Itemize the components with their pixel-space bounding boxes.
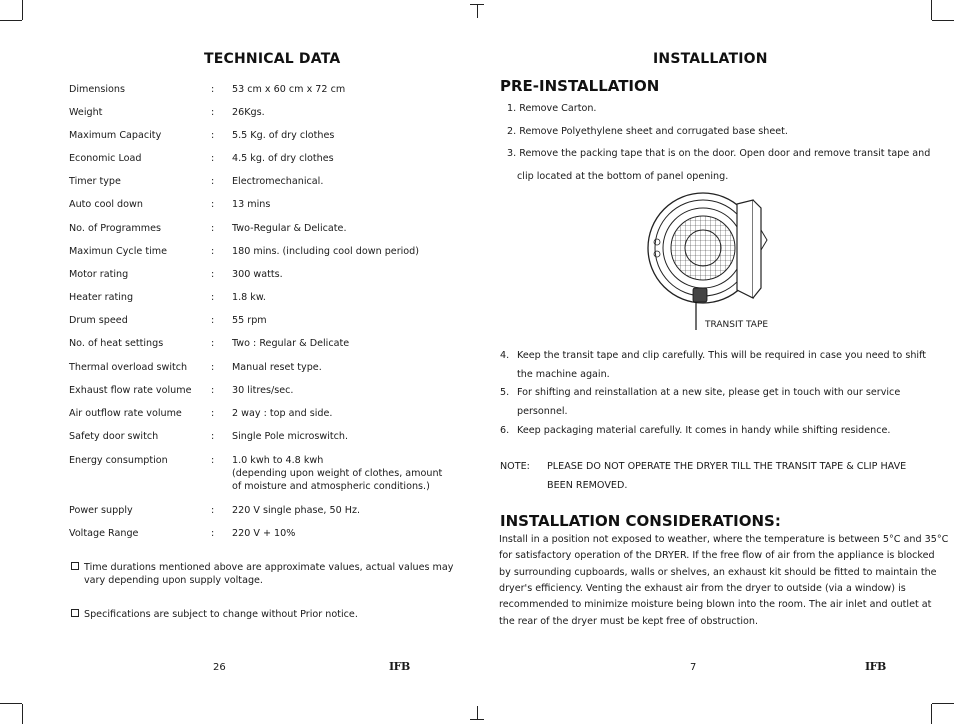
spec-separator: : (211, 84, 215, 95)
note-text: vary depending upon supply voltage. (84, 575, 263, 586)
technical-data-title: TECHNICAL DATA (204, 51, 341, 67)
note-text: Specifications are subject to change without Prior notice. (84, 609, 358, 620)
spec-label: No. of Programmes (69, 223, 161, 234)
spec-label: No. of heat settings (69, 338, 164, 349)
spec-label: Auto cool down (69, 199, 143, 210)
ifb-logo: IFB (865, 660, 886, 673)
post-step-text: Keep packaging material carefully. It comes in handy while shifting residence. (517, 425, 891, 436)
post-step-number: 4. (500, 350, 510, 361)
spec-value: 1.8 kw. (232, 292, 266, 303)
spec-separator: : (211, 338, 215, 349)
spec-value: 300 watts. (232, 269, 283, 280)
spec-label: Maximum Capacity (69, 130, 162, 141)
note-text: PLEASE DO NOT OPERATE THE DRYER TILL THE TRANSIT TAPE & CLIP HAVE (547, 461, 907, 472)
post-step-text: personnel. (517, 406, 568, 417)
spec-label: Power supply (69, 505, 133, 516)
considerations-line: the rear of the dryer must be kept free of obstruction. (499, 615, 759, 627)
spec-value: Two : Regular & Delicate (232, 338, 350, 349)
spec-label: Air outflow rate volume (69, 408, 182, 419)
spec-separator: : (211, 408, 215, 419)
spec-separator: : (211, 431, 215, 442)
dryer-door-illustration (645, 190, 775, 330)
pre-step: 3. Remove the packing tape that is on the door. Open door and remove transit tape and (507, 148, 931, 159)
spec-value: (depending upon weight of clothes, amount (232, 468, 443, 479)
spec-value: 220 V single phase, 50 Hz. (232, 505, 361, 516)
spec-value: of moisture and atmospheric conditions.) (232, 481, 430, 492)
spec-value: 13 mins (232, 199, 271, 210)
post-step-text: the machine again. (517, 369, 610, 380)
spec-label: Energy consumption (69, 455, 168, 466)
spec-value: 30 litres/sec. (232, 385, 294, 396)
spec-value: Two-Regular & Delicate. (232, 223, 347, 234)
spec-separator: : (211, 223, 215, 234)
spec-value: 5.5 Kg. of dry clothes (232, 130, 335, 141)
checkbox-bullet-icon (71, 562, 79, 570)
considerations-line: for satisfactory operation of the DRYER. If the free flow of air from the appliance is blocked (499, 550, 935, 562)
spec-value: Single Pole microswitch. (232, 431, 349, 442)
spec-separator: : (211, 528, 215, 539)
spec-label: Heater rating (69, 292, 134, 303)
pre-step: clip located at the bottom of panel opening. (517, 171, 729, 182)
spec-separator: : (211, 153, 215, 164)
post-step-number: 5. (500, 387, 510, 398)
spec-label: Timer type (69, 176, 121, 187)
spec-value: 1.0 kwh to 4.8 kwh (232, 455, 324, 466)
spec-value: 4.5 kg. of dry clothes (232, 153, 334, 164)
spec-separator: : (211, 199, 215, 210)
installation-title: INSTALLATION (653, 51, 768, 67)
spec-label: Maximun Cycle time (69, 246, 167, 257)
spec-separator: : (211, 269, 215, 280)
spec-label: Drum speed (69, 315, 128, 326)
spec-label: Safety door switch (69, 431, 159, 442)
considerations-line: recommended to minimize moisture being blown into the room. The air inlet and outlet at (499, 599, 932, 611)
considerations-line: dryer's efficiency. Venting the exhaust air from the dryer to outside (via a window) is (499, 582, 906, 594)
post-step-text: Keep the transit tape and clip carefully. This will be required in case you need to shift (517, 350, 927, 361)
right-page (477, 0, 954, 724)
spec-separator: : (211, 176, 215, 187)
spec-label: Weight (69, 107, 103, 118)
transit-tape-caption: TRANSIT TAPE (705, 320, 769, 330)
spec-separator: : (211, 455, 215, 466)
spec-value: 220 V + 10% (232, 528, 296, 539)
spec-label: Economic Load (69, 153, 142, 164)
note-label: NOTE: (500, 461, 530, 472)
spec-value: Electromechanical. (232, 176, 324, 187)
spec-separator: : (211, 107, 215, 118)
page-number: 7 (690, 662, 697, 673)
ifb-logo: IFB (389, 660, 410, 673)
spec-separator: : (211, 505, 215, 516)
spec-value: 2 way : top and side. (232, 408, 333, 419)
installation-considerations-heading: INSTALLATION CONSIDERATIONS: (500, 512, 781, 530)
spec-separator: : (211, 130, 215, 141)
spec-separator: : (211, 292, 215, 303)
spec-value: 53 cm x 60 cm x 72 cm (232, 84, 346, 95)
post-step-text: For shifting and reinstallation at a new site, please get in touch with our service (517, 387, 901, 398)
page-number: 26 (213, 662, 226, 673)
spec-label: Voltage Range (69, 528, 139, 539)
spec-label: Exhaust flow rate volume (69, 385, 192, 396)
note-text: Time durations mentioned above are approximate values, actual values may (84, 562, 454, 573)
spec-label: Dimensions (69, 84, 125, 95)
spec-separator: : (211, 315, 215, 326)
pre-step: 1. Remove Carton. (507, 103, 597, 114)
spec-label: Thermal overload switch (69, 362, 188, 373)
checkbox-bullet-icon (71, 609, 79, 617)
considerations-line: Install in a position not exposed to weather, where the temperature is between 5°C and 35°C (499, 534, 949, 545)
spec-separator: : (211, 246, 215, 257)
spec-value: Manual reset type. (232, 362, 322, 373)
spec-separator: : (211, 362, 215, 373)
pre-installation-heading: PRE-INSTALLATION (500, 77, 660, 95)
considerations-line: by surrounding cupboards, walls or shelves, an exhaust kit should be fitted to maintain the (499, 566, 937, 578)
spec-value: 55 rpm (232, 315, 267, 326)
spec-value: 26Kgs. (232, 107, 265, 118)
pre-step: 2. Remove Polyethylene sheet and corrugated base sheet. (507, 126, 788, 137)
post-step-number: 6. (500, 425, 510, 436)
spec-label: Motor rating (69, 269, 129, 280)
spec-value: 180 mins. (including cool down period) (232, 246, 420, 257)
note-text: BEEN REMOVED. (547, 480, 628, 491)
spec-separator: : (211, 385, 215, 396)
